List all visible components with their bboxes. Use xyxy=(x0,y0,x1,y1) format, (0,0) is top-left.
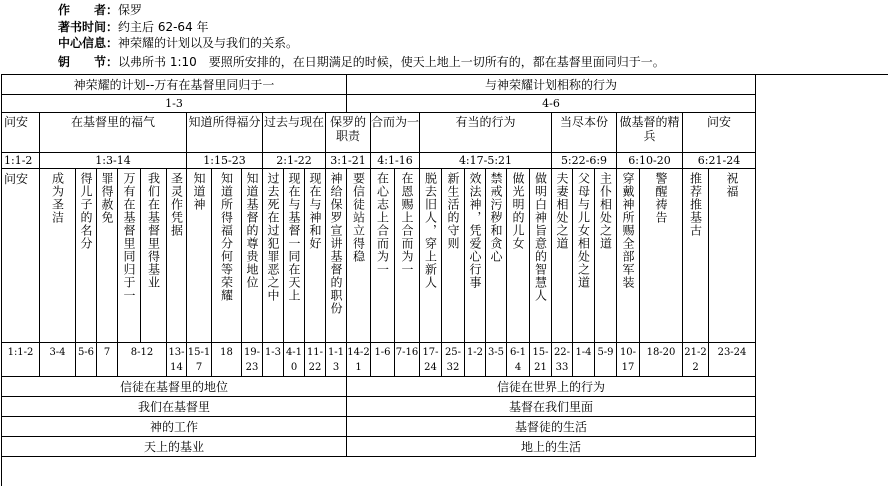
topic-cell xyxy=(486,169,507,343)
meta-key-verse xyxy=(58,55,665,69)
topic: 神给保罗宣讲基督的职份 xyxy=(329,172,343,315)
section-title: 做基督的精兵 xyxy=(617,113,683,153)
left-heading: 神荣耀的计划--万有在基督里同归于一 xyxy=(2,75,347,95)
topic-cell xyxy=(167,169,187,343)
topic: 得儿子的名分 xyxy=(79,172,93,250)
section-ref: 6:10-20 xyxy=(617,153,683,169)
summary-right: 信徒在世界上的行为 xyxy=(347,377,756,397)
verse-range: 13-14 xyxy=(167,343,187,377)
verse-range: 3-5 xyxy=(486,343,507,377)
topic: 我们在基督里得基业 xyxy=(146,172,161,289)
section-ref: 4:17-5:21 xyxy=(420,153,552,169)
topic: 在恩赐上合而为一 xyxy=(400,172,414,276)
verse-range: 15-21 xyxy=(530,343,552,377)
verse-range: 3-4 xyxy=(40,343,76,377)
meta-theme xyxy=(58,36,298,50)
verse-range: 4-10 xyxy=(284,343,305,377)
right-heading: 与神荣耀计划相称的行为 xyxy=(347,75,756,95)
verse-range: 25-32 xyxy=(442,343,465,377)
topic: 做光明的儿女 xyxy=(511,172,525,250)
topic-cell xyxy=(76,169,97,343)
topic: 推荐推基古 xyxy=(688,172,703,237)
topic: 罪得赦免 xyxy=(100,172,114,224)
topic-cell xyxy=(465,169,486,343)
topic: 现在与基督一同在天上 xyxy=(287,172,301,302)
summary-right: 地上的生活 xyxy=(347,437,756,457)
topic: 在心志上合而为一 xyxy=(375,172,390,276)
topic-cell xyxy=(326,169,347,343)
outline-table xyxy=(1,74,888,486)
topic-cell xyxy=(395,169,420,343)
summary-left: 我们在基督里 xyxy=(2,397,347,417)
verse-range: 1:1-2 xyxy=(2,343,40,377)
verse-range: 14-21 xyxy=(347,343,371,377)
topic: 过去死在过犯罪恶之中 xyxy=(266,172,280,302)
meta-author xyxy=(58,3,142,17)
section-title: 问安 xyxy=(683,113,756,153)
topic: 做明白神旨意的智慧人 xyxy=(533,172,548,302)
section-title: 保罗的职责 xyxy=(326,113,371,153)
time-label: 著书时间： xyxy=(58,20,119,34)
verse-range: 18-20 xyxy=(640,343,683,377)
topic: 万有在基督里同归于一 xyxy=(122,172,136,302)
left-chapters: 1-3 xyxy=(2,95,347,113)
section-ref: 4:1-16 xyxy=(371,153,420,169)
topic-cell xyxy=(263,169,284,343)
verse-range: 11-22 xyxy=(305,343,326,377)
topic: 夫妻相处之道 xyxy=(555,172,569,250)
topic-cell xyxy=(709,169,756,343)
verse-range: 7-16 xyxy=(395,343,420,377)
topic: 父母与儿女相处之道 xyxy=(576,172,591,289)
section-ref: 2:1-22 xyxy=(263,153,326,169)
topic-cell xyxy=(347,169,371,343)
section-ref: 5:22-6:9 xyxy=(552,153,617,169)
topic-cell xyxy=(595,169,617,343)
topic-cell xyxy=(40,169,76,343)
topic-cell xyxy=(371,169,395,343)
right-chapters: 4-6 xyxy=(347,95,756,113)
topic-cell xyxy=(284,169,305,343)
topic: 成为圣洁 xyxy=(50,172,65,224)
key-value: 以弗所书 1:10 要照所安排的，在日期满足的时候，使天上地上一切所有的，都在基督里面同归于一。 xyxy=(118,55,665,69)
topic: 圣灵作凭据 xyxy=(169,172,184,237)
topic-cell xyxy=(141,169,167,343)
section-title: 过去与现在 xyxy=(263,113,326,153)
author-value: 保罗 xyxy=(118,3,143,17)
verse-range: 15-17 xyxy=(187,343,212,377)
section-title: 问安 xyxy=(2,113,40,153)
summary-left: 天上的基业 xyxy=(2,437,347,457)
topic: 新生活的守则 xyxy=(446,172,460,250)
summary-left: 信徒在基督里的地位 xyxy=(2,377,347,397)
verse-range: 1-3 xyxy=(263,343,284,377)
verse-range: 7 xyxy=(97,343,118,377)
verse-range: 5-6 xyxy=(76,343,97,377)
verse-range: 1-4 xyxy=(573,343,595,377)
topic-cell xyxy=(617,169,640,343)
topic-cell xyxy=(530,169,552,343)
verse-range: 5-9 xyxy=(595,343,617,377)
summary-right: 基督在我们里面 xyxy=(347,397,756,417)
verse-range: 1-2 xyxy=(465,343,486,377)
author-label: 作 者： xyxy=(58,3,119,17)
verse-range: 19-23 xyxy=(242,343,263,377)
topic: 脱去旧人，穿上新人 xyxy=(423,172,438,289)
topic: 知道所得福分何等荣耀 xyxy=(219,172,234,302)
topic: 问安 xyxy=(2,169,40,343)
verse-range: 23-24 xyxy=(709,343,756,377)
topic-cell xyxy=(507,169,530,343)
topic: 穿戴神所赐全部军装 xyxy=(621,172,635,289)
verse-range: 6-14 xyxy=(507,343,530,377)
topic: 祝福 xyxy=(725,172,739,198)
topic-cell xyxy=(118,169,141,343)
topic: 要信徒站立得稳 xyxy=(351,172,366,263)
topic-cell xyxy=(640,169,683,343)
meta-time xyxy=(58,20,209,34)
topic: 禁戒污秽和贪心 xyxy=(489,172,503,263)
key-label: 钥 节： xyxy=(58,55,119,69)
topic-cell xyxy=(242,169,263,343)
section-ref: 6:21-24 xyxy=(683,153,756,169)
theme-value: 神荣耀的计划以及与我们的关系。 xyxy=(118,36,299,50)
summary-right: 基督徒的生活 xyxy=(347,417,756,437)
topic: 知道基督的尊贵地位 xyxy=(245,172,259,289)
verse-range: 22-33 xyxy=(552,343,573,377)
summary-left: 神的工作 xyxy=(2,417,347,437)
topic: 知道神 xyxy=(192,172,206,211)
verse-range: 21-22 xyxy=(683,343,709,377)
topic-cell xyxy=(305,169,326,343)
section-ref: 1:1-2 xyxy=(2,153,40,169)
section-ref: 1:3-14 xyxy=(40,153,187,169)
topic-cell xyxy=(573,169,595,343)
verse-range: 1-6 xyxy=(371,343,395,377)
verse-range: 17-24 xyxy=(420,343,442,377)
section-ref: 3:1-21 xyxy=(326,153,371,169)
topic: 警醒祷告 xyxy=(654,172,668,224)
verse-range: 10-17 xyxy=(617,343,640,377)
topic: 现在与神和好 xyxy=(308,172,322,250)
time-value: 约主后 62-64 年 xyxy=(118,20,209,34)
section-title: 在基督里的福气 xyxy=(40,113,187,153)
topic: 效法神，凭爱心行事 xyxy=(468,172,482,289)
theme-label: 中心信息： xyxy=(58,36,119,50)
verse-range: 18 xyxy=(212,343,242,377)
section-ref: 1:15-23 xyxy=(187,153,263,169)
topic-cell xyxy=(683,169,709,343)
verse-range: 1-13 xyxy=(326,343,347,377)
section-title: 当尽本份 xyxy=(552,113,617,153)
topic-cell xyxy=(212,169,242,343)
topic-cell xyxy=(442,169,465,343)
topic-cell xyxy=(97,169,118,343)
verse-range: 8-12 xyxy=(118,343,167,377)
section-title: 知道所得福分 xyxy=(187,113,263,153)
topic-cell xyxy=(420,169,442,343)
topic-cell xyxy=(552,169,573,343)
topic: 主仆相处之道 xyxy=(598,172,613,250)
section-title: 合而为一 xyxy=(371,113,420,153)
topic-cell xyxy=(187,169,212,343)
section-title: 有当的行为 xyxy=(420,113,552,153)
